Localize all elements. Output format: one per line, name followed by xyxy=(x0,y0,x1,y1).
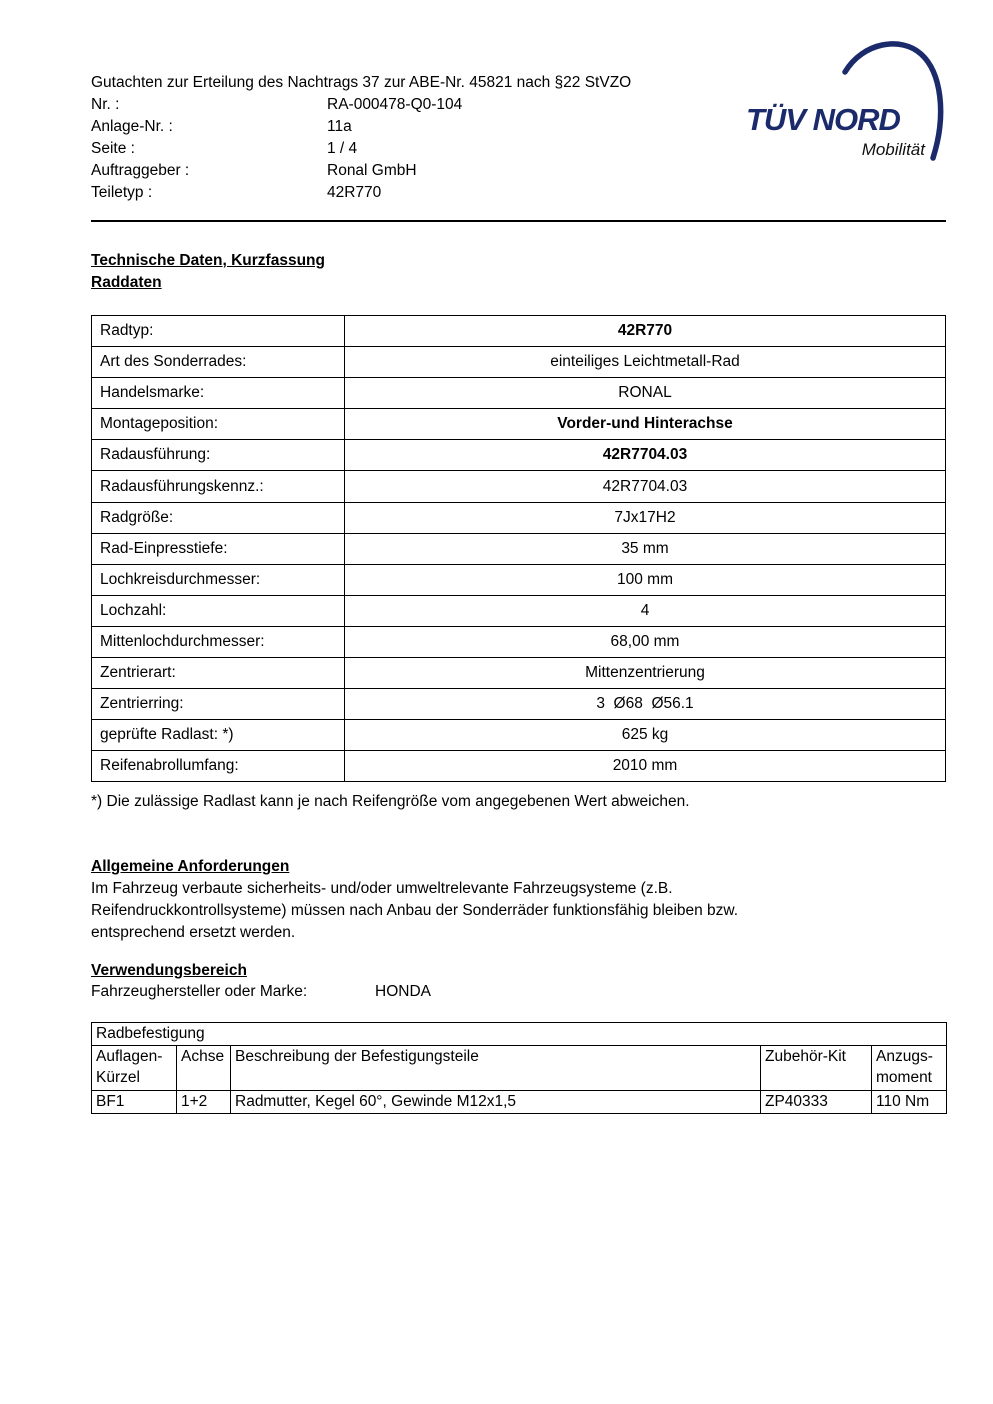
row-label: Radausführung: xyxy=(92,440,345,471)
paragraph-line: Reifendruckkontrollsysteme) müssen nach Anbau der Sonderräder funktionsfähig bleiben bzw. xyxy=(91,902,739,919)
column-header: Beschreibung der Befestigungsteile xyxy=(231,1046,761,1091)
table-row xyxy=(92,316,946,347)
table-row xyxy=(92,440,946,471)
table-row xyxy=(92,533,946,564)
table-row xyxy=(92,751,946,782)
hersteller-label: Fahrzeughersteller oder Marke: xyxy=(91,983,308,1000)
header-field-value: 11a xyxy=(327,118,352,135)
column-header: Achse xyxy=(177,1046,231,1091)
logo-subtitle: Mobilität xyxy=(861,140,925,159)
table-row xyxy=(92,471,946,502)
row-value: Mittenzentrierung xyxy=(345,658,946,689)
row-value: 42R7704.03 xyxy=(345,440,946,471)
section-heading-technische-daten: Technische Daten, Kurzfassung xyxy=(91,252,325,269)
header-field-label: Seite : xyxy=(91,140,135,157)
row-value: 7Jx17H2 xyxy=(345,502,946,533)
table-row xyxy=(92,347,946,378)
section-heading-allgemeine-anforderungen: Allgemeine Anforderungen xyxy=(91,858,290,875)
header-field xyxy=(91,116,751,138)
table-row xyxy=(92,689,946,720)
table-title: Radbefestigung xyxy=(92,1023,947,1046)
row-value: Vorder-und Hinterachse xyxy=(345,409,946,440)
header-divider xyxy=(91,220,946,222)
document-header xyxy=(91,72,751,204)
header-field xyxy=(91,182,751,204)
row-label: Mittenlochdurchmesser: xyxy=(92,626,345,657)
row-value: 35 mm xyxy=(345,533,946,564)
table-row xyxy=(92,378,946,409)
raddaten-table xyxy=(91,315,946,782)
radbefestigung-table xyxy=(91,1022,947,1114)
document-title: Gutachten zur Erteilung des Nachtrags 37 zur ABE-Nr. 45821 nach §22 StVZO xyxy=(91,74,632,91)
section-heading-raddaten: Raddaten xyxy=(91,274,162,291)
row-value: 4 xyxy=(345,595,946,626)
header-field-value: Ronal GmbH xyxy=(327,162,417,179)
header-field-value: RA-000478-Q0-104 xyxy=(327,96,463,113)
row-label: Radtyp: xyxy=(92,316,345,347)
header-field-value: 42R770 xyxy=(327,184,382,201)
row-value: 42R770 xyxy=(345,316,946,347)
table-row xyxy=(92,720,946,751)
column-header: Zubehör-Kit xyxy=(761,1046,872,1091)
column-header: Auflagen-Kürzel xyxy=(92,1046,177,1091)
row-label: Zentrierart: xyxy=(92,658,345,689)
row-label: geprüfte Radlast: *) xyxy=(92,720,345,751)
row-label: Lochkreisdurchmesser: xyxy=(92,564,345,595)
row-value: einteiliges Leichtmetall-Rad xyxy=(345,347,946,378)
table-row xyxy=(92,502,946,533)
hersteller-row xyxy=(91,983,431,1001)
row-label: Handelsmarke: xyxy=(92,378,345,409)
row-label: Reifenabrollumfang: xyxy=(92,751,345,782)
column-header-row xyxy=(92,1046,947,1091)
header-field xyxy=(91,138,751,160)
row-label: Radausführungskennz.: xyxy=(92,471,345,502)
table-cell: BF1 xyxy=(92,1091,177,1114)
column-header: Anzugs-moment xyxy=(872,1046,947,1091)
header-field-label: Teiletyp : xyxy=(91,184,153,201)
paragraph-line: entsprechend ersetzt werden. xyxy=(91,924,296,941)
section-heading-verwendungsbereich: Verwendungsbereich xyxy=(91,962,247,979)
paragraph-line: Im Fahrzeug verbaute sicherheits- und/oder umweltrelevante Fahrzeugsysteme (z.B. xyxy=(91,880,673,897)
header-field xyxy=(91,160,751,182)
radlast-footnote: *) Die zulässige Radlast kann je nach Reifengröße vom angegebenen Wert abweichen. xyxy=(91,793,690,810)
hersteller-value: HONDA xyxy=(375,983,431,1000)
table-row xyxy=(92,1091,947,1114)
header-field-label: Nr. : xyxy=(91,96,120,113)
row-value: 68,00 mm xyxy=(345,626,946,657)
table-row xyxy=(92,409,946,440)
header-field-label: Auftraggeber : xyxy=(91,162,190,179)
logo-brand-text: TÜV NORD xyxy=(746,102,900,137)
row-value: 3 Ø68 Ø56.1 xyxy=(345,689,946,720)
row-label: Zentrierring: xyxy=(92,689,345,720)
tuev-nord-logo xyxy=(738,36,953,176)
header-field-label: Anlage-Nr. : xyxy=(91,118,173,135)
row-value: RONAL xyxy=(345,378,946,409)
row-value: 100 mm xyxy=(345,564,946,595)
table-title-row xyxy=(92,1023,947,1046)
row-label: Rad-Einpresstiefe: xyxy=(92,533,345,564)
row-value: 625 kg xyxy=(345,720,946,751)
row-value: 42R7704.03 xyxy=(345,471,946,502)
table-cell: 110 Nm xyxy=(872,1091,947,1114)
table-row xyxy=(92,564,946,595)
row-label: Art des Sonderrades: xyxy=(92,347,345,378)
header-field-value: 1 / 4 xyxy=(327,140,358,157)
row-label: Radgröße: xyxy=(92,502,345,533)
allgemeine-paragraph xyxy=(91,878,738,944)
row-label: Montageposition: xyxy=(92,409,345,440)
row-label: Lochzahl: xyxy=(92,595,345,626)
row-value: 2010 mm xyxy=(345,751,946,782)
table-row xyxy=(92,626,946,657)
table-row xyxy=(92,658,946,689)
table-cell: 1+2 xyxy=(177,1091,231,1114)
table-cell: ZP40333 xyxy=(761,1091,872,1114)
table-row xyxy=(92,595,946,626)
header-field xyxy=(91,94,751,116)
table-cell: Radmutter, Kegel 60°, Gewinde M12x1,5 xyxy=(231,1091,761,1114)
